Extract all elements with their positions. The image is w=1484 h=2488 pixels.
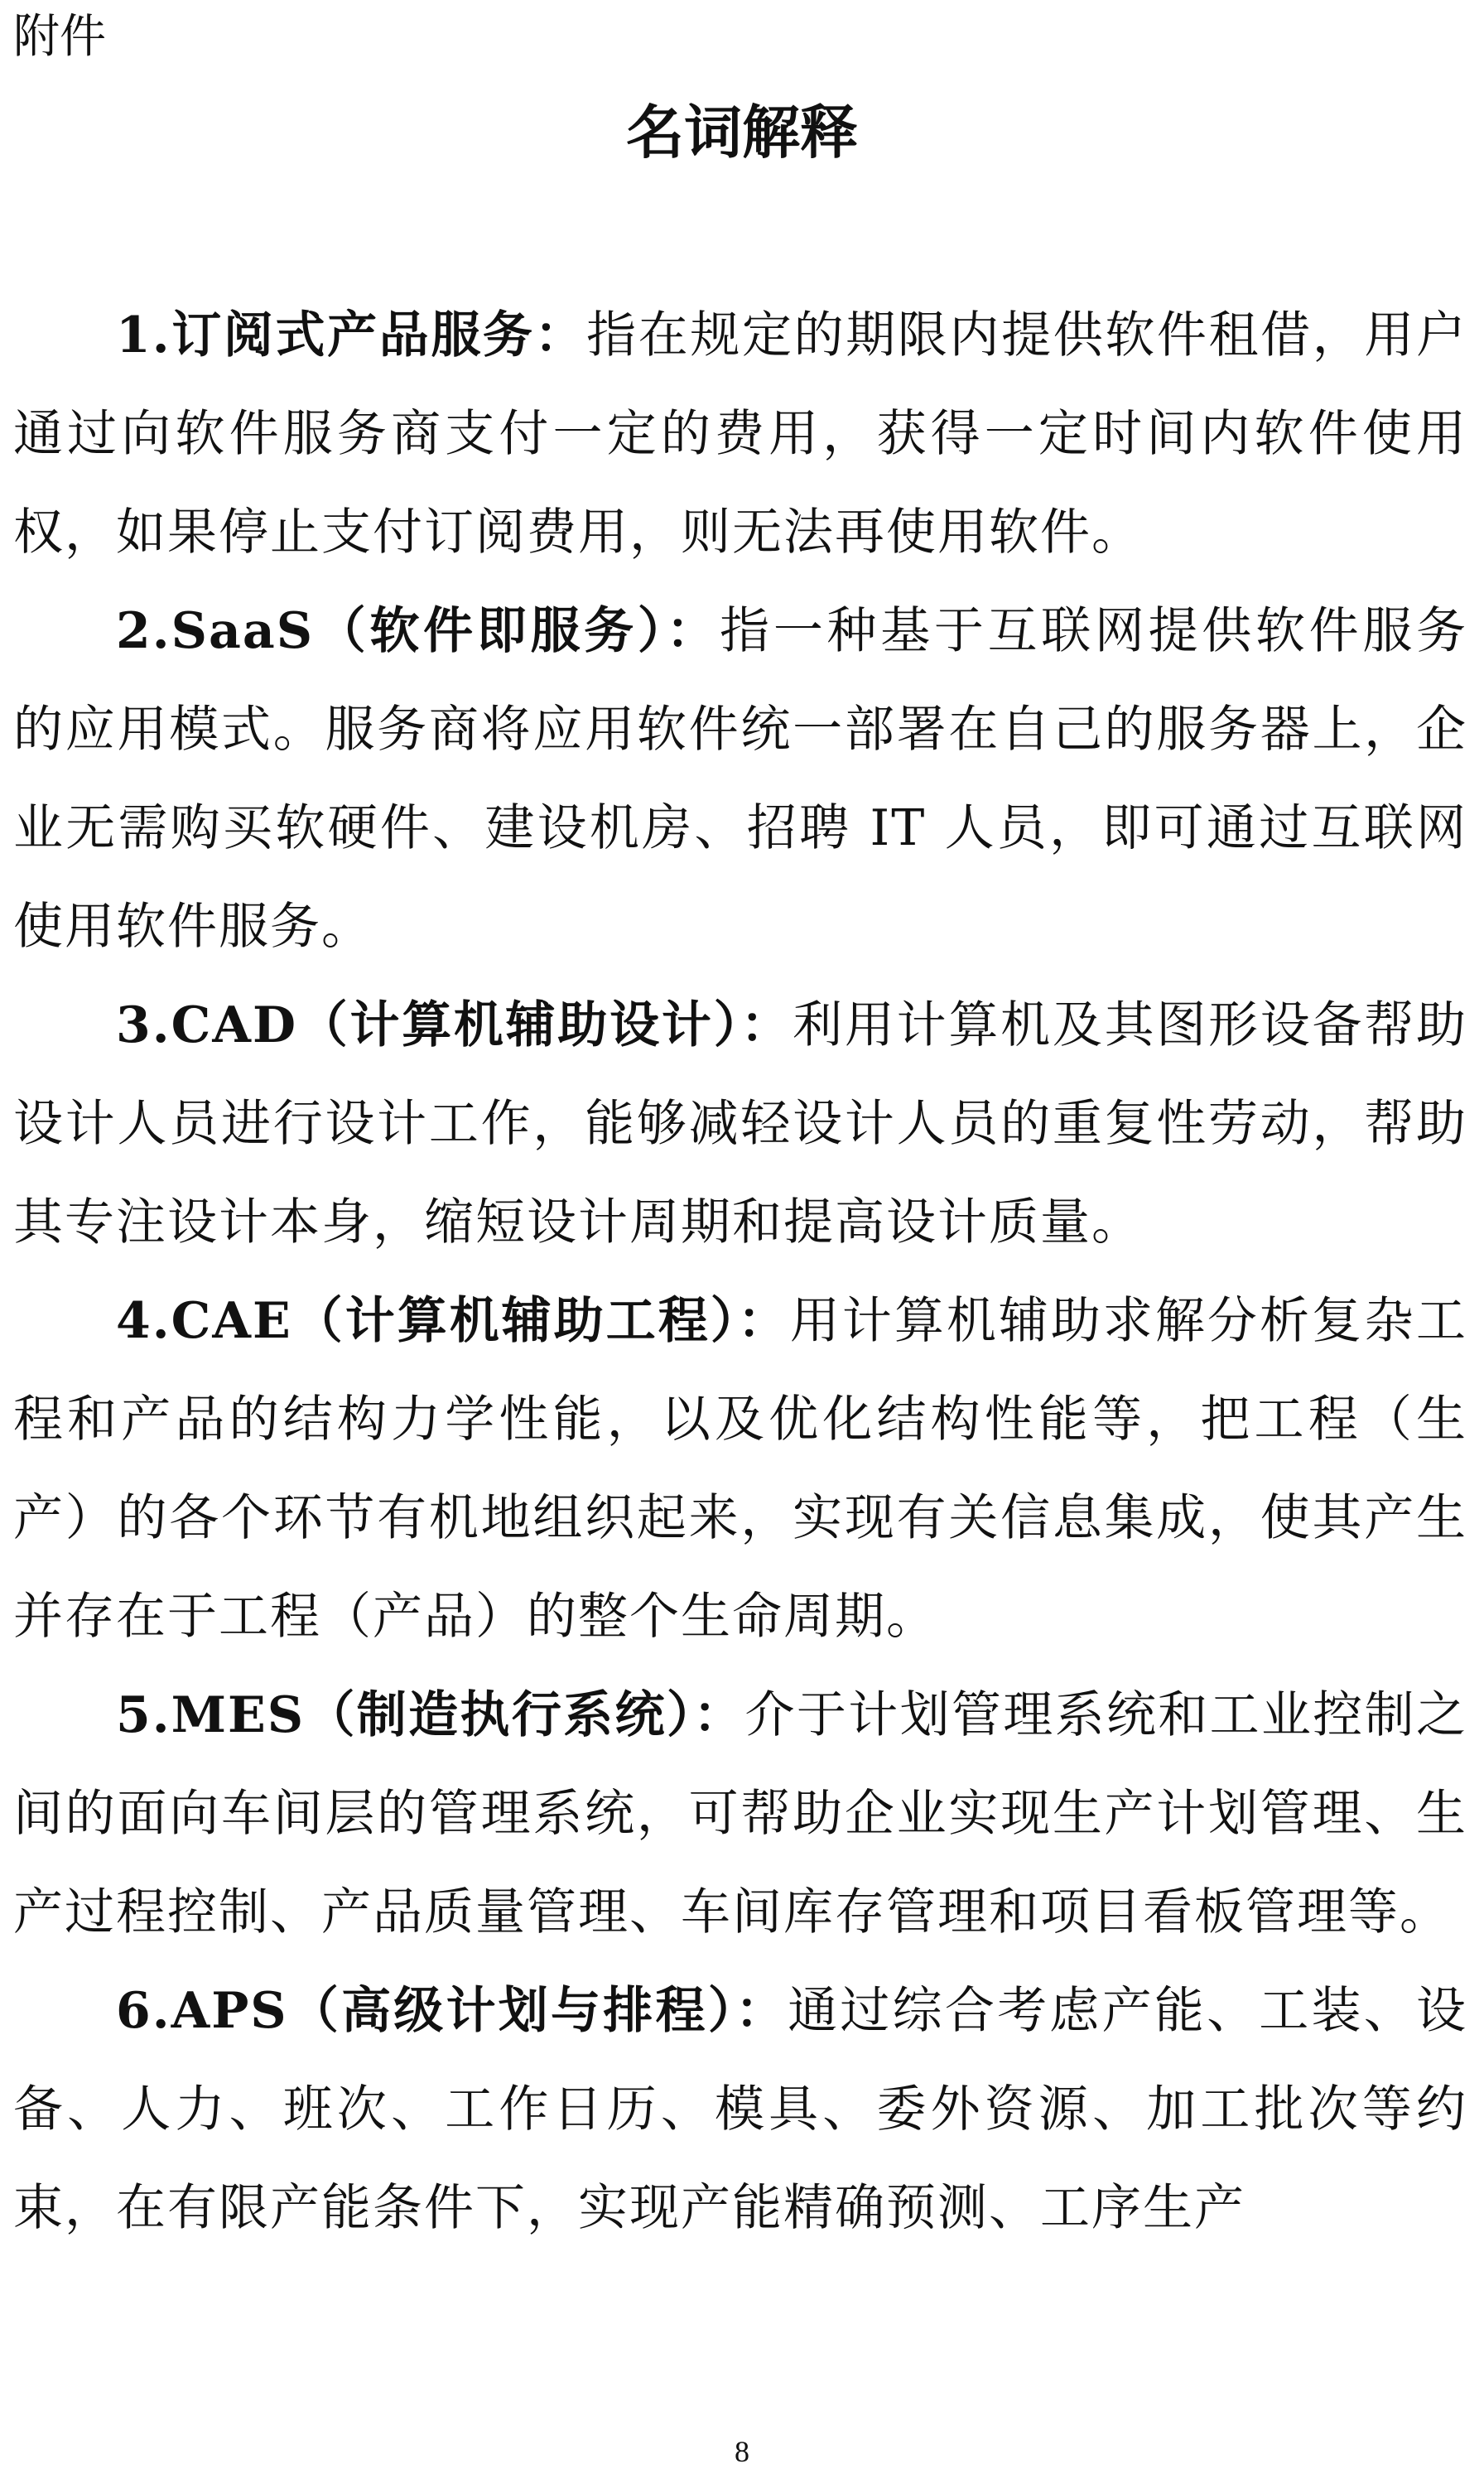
attachment-label: 附件 <box>13 10 106 64</box>
term-heading: 6.APS（高级计划与排程）： <box>116 1982 788 2040</box>
term-heading: 2.SaaS（软件即服务）： <box>116 602 720 660</box>
term-definition: 介于计划管理系统和工业控制之间的面向车间层的管理系统，可帮助企业实现生产计划管理、生产过程控制、产品质量管理、车间库存管理和项目看板管理等。 <box>13 1686 1467 1941</box>
term-definition: 指一种基于互联网提供软件服务的应用模式。服务商将应用软件统一部署在自己的服务器上，企业无需购买软硬件、建设机房、招聘 IT 人员，即可通过互联网使用软件服务。 <box>13 602 1467 956</box>
glossary-entry-mes <box>13 1666 1467 1962</box>
term-heading: 3.CAD（计算机辅助设计）： <box>116 996 793 1054</box>
term-definition: 利用计算机及其图形设备帮助设计人员进行设计工作，能够减轻设计人员的重复性劳动，帮助其专注设计本身，缩短设计周期和提高设计质量。 <box>13 996 1468 1251</box>
glossary-entry-aps <box>13 1962 1467 2258</box>
glossary-entry-cad <box>13 976 1467 1272</box>
term-definition: 指在规定的期限内提供软件租借，用户通过向软件服务商支付一定的费用，获得一定时间内软件使用权，如果停止支付订阅费用，则无法再使用软件。 <box>13 306 1468 562</box>
term-definition: 用计算机辅助求解分析复杂工程和产品的结构力学性能，以及优化结构性能等，把工程（生产）的各个环节有机地组织起来，实现有关信息集成，使其产生并存在于工程（产品）的整个生命周期。 <box>13 1292 1467 1646</box>
glossary-entry-subscription <box>13 287 1467 582</box>
page-number: 8 <box>735 2435 749 2468</box>
document-title: 名词解释 <box>626 98 858 166</box>
term-heading: 5.MES（制造执行系统）： <box>116 1686 745 1744</box>
glossary-entry-saas <box>13 582 1467 976</box>
term-heading: 4.CAE（计算机辅助工程）： <box>116 1292 790 1350</box>
glossary-entry-cae <box>13 1272 1467 1666</box>
term-definition: 通过综合考虑产能、工装、设备、人力、班次、工作日历、模具、委外资源、加工批次等约束，在有限产能条件下，实现产能精确预测、工序生产 <box>13 1982 1467 2237</box>
term-heading: 1.订阅式产品服务： <box>116 306 587 364</box>
glossary-list <box>13 287 1467 2258</box>
